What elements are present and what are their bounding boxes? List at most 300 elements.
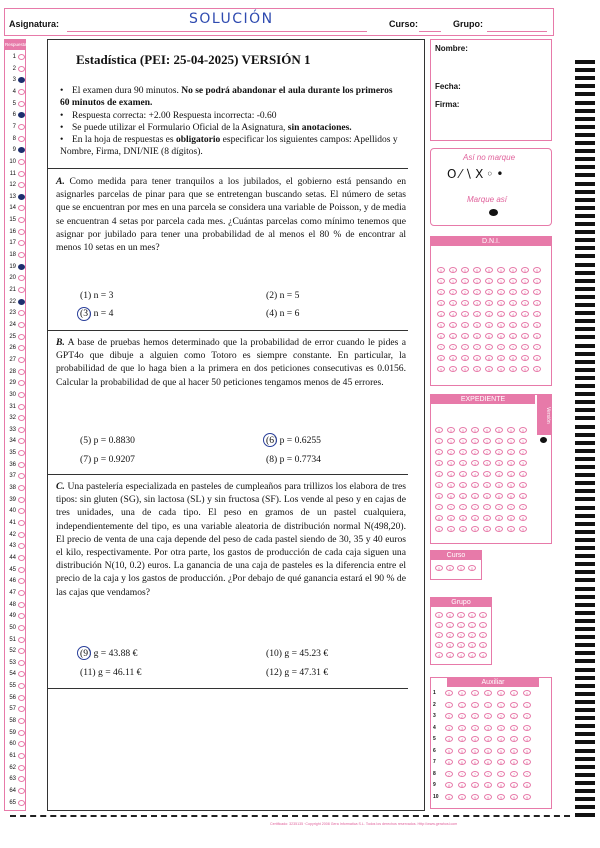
grid-bubble[interactable]: 9 — [521, 366, 529, 372]
grid-bubble[interactable]: 4 — [519, 471, 527, 477]
grid-bubble[interactable]: 6 — [449, 333, 457, 339]
grid-bubble[interactable]: 1 — [461, 278, 469, 284]
grid-bubble[interactable]: 4 — [507, 471, 515, 477]
grid-bubble[interactable]: 0 — [446, 565, 454, 571]
option-7[interactable]: (7) p = 0.9207 — [80, 454, 135, 465]
option-5[interactable]: (5) p = 0.8830 — [80, 435, 135, 446]
grid-bubble[interactable]: 4 — [523, 736, 531, 742]
grid-bubble[interactable]: 0 — [471, 690, 479, 696]
grid-bubble[interactable]: 8 — [471, 515, 479, 521]
grid-bubble[interactable]: 4 — [471, 736, 479, 742]
answer-bubble[interactable] — [18, 648, 25, 654]
grid-bubble[interactable]: 2 — [521, 289, 529, 295]
answer-bubble[interactable] — [18, 369, 25, 375]
answer-bubble[interactable] — [18, 625, 25, 631]
answer-bubble[interactable] — [18, 205, 25, 211]
answer-bubble[interactable] — [18, 54, 25, 60]
grid-bubble[interactable]: 1 — [485, 278, 493, 284]
grid-bubble[interactable]: 9 — [437, 366, 445, 372]
grid-bubble[interactable]: 9 — [471, 526, 479, 532]
grid-bubble[interactable]: 6 — [495, 493, 503, 499]
answer-bubble[interactable] — [18, 229, 25, 235]
grid-bubble[interactable]: 3 — [523, 725, 531, 731]
grid-bubble[interactable]: 0 — [521, 267, 529, 273]
answer-bubble[interactable] — [18, 462, 25, 468]
grid-bubble[interactable]: 1 — [495, 438, 503, 444]
grid-bubble[interactable]: 6 — [510, 759, 518, 765]
grid-bubble[interactable]: 3 — [483, 460, 491, 466]
grid-bubble[interactable]: 5 — [495, 482, 503, 488]
answer-bubble[interactable] — [18, 683, 25, 689]
grid-bubble[interactable]: 3 — [533, 300, 541, 306]
grid-bubble[interactable]: 1 — [457, 622, 465, 628]
grid-bubble[interactable]: 1 — [435, 622, 443, 628]
grid-bubble[interactable]: 3 — [521, 300, 529, 306]
grid-bubble[interactable]: 3 — [484, 725, 492, 731]
grid-bubble[interactable]: 9 — [519, 526, 527, 532]
grid-bubble[interactable]: 5 — [510, 748, 518, 754]
answer-bubble[interactable] — [18, 77, 25, 83]
grid-bubble[interactable]: 4 — [435, 471, 443, 477]
grid-bubble[interactable]: 9 — [459, 526, 467, 532]
grid-bubble[interactable]: 9 — [497, 366, 505, 372]
grid-bubble[interactable]: 2 — [435, 632, 443, 638]
grid-bubble[interactable]: 8 — [449, 355, 457, 361]
grid-bubble[interactable]: 2 — [533, 289, 541, 295]
grid-bubble[interactable]: 0 — [468, 565, 476, 571]
grid-bubble[interactable]: 5 — [483, 482, 491, 488]
grid-bubble[interactable]: 1 — [484, 702, 492, 708]
grid-bubble[interactable]: 3 — [473, 300, 481, 306]
grid-bubble[interactable]: 5 — [521, 322, 529, 328]
grid-bubble[interactable]: 0 — [457, 612, 465, 618]
grid-bubble[interactable]: 0 — [507, 427, 515, 433]
grid-bubble[interactable]: 2 — [485, 289, 493, 295]
grid-bubble[interactable]: 9 — [458, 794, 466, 800]
grid-bubble[interactable]: 3 — [507, 460, 515, 466]
grid-bubble[interactable]: 4 — [458, 736, 466, 742]
grid-bubble[interactable]: 0 — [473, 267, 481, 273]
grid-bubble[interactable]: 7 — [497, 771, 505, 777]
grid-bubble[interactable]: 6 — [533, 333, 541, 339]
answer-bubble[interactable] — [18, 392, 25, 398]
grid-bubble[interactable]: 5 — [533, 322, 541, 328]
grid-bubble[interactable]: 3 — [479, 642, 487, 648]
grid-bubble[interactable]: 2 — [484, 713, 492, 719]
grid-bubble[interactable]: 8 — [523, 782, 531, 788]
answer-bubble[interactable] — [18, 427, 25, 433]
grid-bubble[interactable]: 6 — [437, 333, 445, 339]
option-11[interactable]: (11) g = 46.11 € — [80, 667, 142, 678]
grid-bubble[interactable]: 2 — [471, 713, 479, 719]
answer-bubble[interactable] — [18, 613, 25, 619]
grid-bubble[interactable]: 8 — [509, 355, 517, 361]
grid-bubble[interactable]: 5 — [473, 322, 481, 328]
grid-bubble[interactable]: 5 — [459, 482, 467, 488]
grid-bubble[interactable]: 4 — [461, 311, 469, 317]
grid-bubble[interactable]: 9 — [447, 526, 455, 532]
grid-bubble[interactable]: 5 — [523, 748, 531, 754]
grid-bubble[interactable]: 9 — [523, 794, 531, 800]
answer-bubble[interactable] — [18, 380, 25, 386]
answer-bubble[interactable] — [18, 555, 25, 561]
grid-bubble[interactable]: 6 — [471, 493, 479, 499]
grid-bubble[interactable]: 8 — [495, 515, 503, 521]
grid-bubble[interactable]: 9 — [495, 526, 503, 532]
answer-bubble[interactable] — [18, 171, 25, 177]
grid-bubble[interactable]: 6 — [523, 759, 531, 765]
grid-bubble[interactable]: 5 — [507, 482, 515, 488]
option-9[interactable]: (9) g = 43.88 € — [80, 648, 138, 659]
answer-bubble[interactable] — [18, 730, 25, 736]
grid-bubble[interactable]: 8 — [445, 782, 453, 788]
grid-bubble[interactable]: 1 — [435, 438, 443, 444]
answer-bubble[interactable] — [18, 508, 25, 514]
grid-bubble[interactable]: 0 — [479, 612, 487, 618]
grid-bubble[interactable]: 0 — [497, 690, 505, 696]
answer-bubble[interactable] — [18, 800, 25, 806]
grid-bubble[interactable]: 0 — [495, 427, 503, 433]
grid-bubble[interactable]: 5 — [461, 322, 469, 328]
grid-bubble[interactable]: 5 — [519, 482, 527, 488]
grid-bubble[interactable]: 1 — [510, 702, 518, 708]
grid-bubble[interactable]: 7 — [449, 344, 457, 350]
grid-bubble[interactable]: 1 — [497, 702, 505, 708]
answer-bubble[interactable] — [18, 415, 25, 421]
grid-bubble[interactable]: 4 — [445, 736, 453, 742]
grid-bubble[interactable]: 2 — [435, 449, 443, 455]
grid-bubble[interactable]: 3 — [497, 300, 505, 306]
grid-bubble[interactable]: 7 — [507, 504, 515, 510]
grid-bubble[interactable]: 5 — [509, 322, 517, 328]
answer-bubble[interactable] — [18, 497, 25, 503]
grid-bubble[interactable]: 3 — [435, 460, 443, 466]
grid-bubble[interactable]: 5 — [484, 748, 492, 754]
grid-bubble[interactable]: 2 — [509, 289, 517, 295]
answer-bubble[interactable] — [18, 240, 25, 246]
grid-bubble[interactable]: 7 — [459, 504, 467, 510]
grid-bubble[interactable]: 1 — [483, 438, 491, 444]
answer-bubble[interactable] — [18, 706, 25, 712]
grid-bubble[interactable]: 1 — [437, 278, 445, 284]
answer-bubble[interactable] — [18, 543, 25, 549]
answer-bubble[interactable] — [18, 334, 25, 340]
answer-bubble[interactable] — [18, 252, 25, 258]
grid-bubble[interactable]: 0 — [445, 690, 453, 696]
grid-bubble[interactable]: 1 — [509, 278, 517, 284]
grid-bubble[interactable]: 6 — [484, 759, 492, 765]
grid-bubble[interactable]: 7 — [509, 344, 517, 350]
grid-bubble[interactable]: 4 — [457, 652, 465, 658]
grid-bubble[interactable]: 1 — [468, 622, 476, 628]
grid-bubble[interactable]: 3 — [457, 642, 465, 648]
grid-bubble[interactable]: 0 — [446, 612, 454, 618]
grid-bubble[interactable]: 5 — [485, 322, 493, 328]
grid-bubble[interactable]: 3 — [449, 300, 457, 306]
grid-bubble[interactable]: 1 — [497, 278, 505, 284]
grid-bubble[interactable]: 0 — [484, 690, 492, 696]
grid-bubble[interactable]: 0 — [458, 690, 466, 696]
grid-bubble[interactable]: 4 — [484, 736, 492, 742]
grid-bubble[interactable]: 9 — [449, 366, 457, 372]
grid-bubble[interactable]: 7 — [533, 344, 541, 350]
answer-bubble[interactable] — [18, 101, 25, 107]
grid-bubble[interactable]: 7 — [510, 771, 518, 777]
answer-bubble[interactable] — [18, 357, 25, 363]
grid-bubble[interactable]: 7 — [521, 344, 529, 350]
answer-bubble[interactable] — [18, 345, 25, 351]
grid-bubble[interactable]: 6 — [459, 493, 467, 499]
grid-bubble[interactable]: 6 — [521, 333, 529, 339]
grid-bubble[interactable]: 6 — [435, 493, 443, 499]
grid-bubble[interactable]: 2 — [446, 632, 454, 638]
grid-bubble[interactable]: 9 — [461, 366, 469, 372]
grid-bubble[interactable]: 8 — [519, 515, 527, 521]
grid-bubble[interactable]: 2 — [471, 449, 479, 455]
grid-bubble[interactable]: 5 — [437, 322, 445, 328]
grid-bubble[interactable]: 8 — [510, 782, 518, 788]
grid-bubble[interactable]: 2 — [510, 713, 518, 719]
answer-bubble[interactable] — [18, 147, 25, 153]
grid-bubble[interactable]: 2 — [447, 449, 455, 455]
grid-bubble[interactable]: 4 — [473, 311, 481, 317]
grid-bubble[interactable]: 6 — [447, 493, 455, 499]
answer-bubble[interactable] — [18, 578, 25, 584]
grid-bubble[interactable]: 0 — [471, 427, 479, 433]
grid-bubble[interactable]: 9 — [507, 526, 515, 532]
grid-bubble[interactable]: 4 — [495, 471, 503, 477]
option-8[interactable]: (8) p = 0.7734 — [266, 454, 321, 465]
answer-bubble[interactable] — [18, 438, 25, 444]
grid-bubble[interactable]: 0 — [435, 565, 443, 571]
grid-bubble[interactable]: 4 — [483, 471, 491, 477]
option-2[interactable]: (2) n = 5 — [266, 290, 300, 301]
grid-bubble[interactable]: 6 — [497, 333, 505, 339]
grid-bubble[interactable]: 2 — [523, 713, 531, 719]
grid-bubble[interactable]: 0 — [510, 690, 518, 696]
grid-bubble[interactable]: 4 — [449, 311, 457, 317]
grid-bubble[interactable]: 3 — [471, 460, 479, 466]
grid-bubble[interactable]: 3 — [461, 300, 469, 306]
grid-bubble[interactable]: 2 — [497, 713, 505, 719]
grid-bubble[interactable]: 2 — [479, 632, 487, 638]
grid-bubble[interactable]: 7 — [483, 504, 491, 510]
answer-bubble[interactable] — [18, 660, 25, 666]
answer-bubble[interactable] — [18, 450, 25, 456]
grid-bubble[interactable]: 5 — [497, 748, 505, 754]
grid-bubble[interactable]: 7 — [473, 344, 481, 350]
grid-bubble[interactable]: 4 — [533, 311, 541, 317]
answer-bubble[interactable] — [18, 299, 25, 305]
grid-bubble[interactable]: 3 — [495, 460, 503, 466]
grid-bubble[interactable]: 4 — [468, 652, 476, 658]
grid-bubble[interactable]: 6 — [519, 493, 527, 499]
answer-bubble[interactable] — [18, 567, 25, 573]
grid-bubble[interactable]: 4 — [446, 652, 454, 658]
answer-bubble[interactable] — [18, 765, 25, 771]
grid-bubble[interactable]: 1 — [519, 438, 527, 444]
grid-bubble[interactable]: 8 — [497, 782, 505, 788]
grid-bubble[interactable]: 7 — [495, 504, 503, 510]
grid-bubble[interactable]: 2 — [519, 449, 527, 455]
grid-bubble[interactable]: 6 — [485, 333, 493, 339]
answer-bubble[interactable] — [18, 322, 25, 328]
grid-bubble[interactable]: 1 — [533, 278, 541, 284]
answer-bubble[interactable] — [18, 136, 25, 142]
grid-bubble[interactable]: 0 — [523, 690, 531, 696]
answer-bubble[interactable] — [18, 404, 25, 410]
grid-bubble[interactable]: 9 — [445, 794, 453, 800]
grid-bubble[interactable]: 0 — [435, 612, 443, 618]
grid-bubble[interactable]: 4 — [510, 736, 518, 742]
grid-bubble[interactable]: 9 — [485, 366, 493, 372]
grid-bubble[interactable]: 1 — [449, 278, 457, 284]
grid-bubble[interactable]: 4 — [479, 652, 487, 658]
grid-bubble[interactable]: 8 — [435, 515, 443, 521]
grid-bubble[interactable]: 5 — [471, 748, 479, 754]
answer-bubble[interactable] — [18, 124, 25, 130]
grid-bubble[interactable]: 1 — [458, 702, 466, 708]
grid-bubble[interactable]: 9 — [471, 794, 479, 800]
grid-bubble[interactable]: 4 — [435, 652, 443, 658]
grid-bubble[interactable]: 7 — [445, 771, 453, 777]
grid-bubble[interactable]: 3 — [497, 725, 505, 731]
grid-bubble[interactable]: 1 — [445, 702, 453, 708]
option-4[interactable]: (4) n = 6 — [266, 308, 300, 319]
grid-bubble[interactable]: 3 — [510, 725, 518, 731]
grid-bubble[interactable]: 3 — [458, 725, 466, 731]
grid-bubble[interactable]: 8 — [533, 355, 541, 361]
grid-bubble[interactable]: 5 — [458, 748, 466, 754]
grid-bubble[interactable]: 6 — [483, 493, 491, 499]
option-12[interactable]: (12) g = 47.31 € — [266, 667, 329, 678]
grid-bubble[interactable]: 5 — [445, 748, 453, 754]
answer-bubble[interactable] — [18, 637, 25, 643]
grid-bubble[interactable]: 7 — [437, 344, 445, 350]
grid-bubble[interactable]: 3 — [437, 300, 445, 306]
answer-bubble[interactable] — [18, 287, 25, 293]
grid-bubble[interactable]: 3 — [447, 460, 455, 466]
answer-bubble[interactable] — [18, 718, 25, 724]
grid-bubble[interactable]: 3 — [471, 725, 479, 731]
answer-bubble[interactable] — [18, 695, 25, 701]
grid-bubble[interactable]: 2 — [445, 713, 453, 719]
grid-bubble[interactable]: 8 — [437, 355, 445, 361]
grid-bubble[interactable]: 1 — [521, 278, 529, 284]
grid-bubble[interactable]: 7 — [497, 344, 505, 350]
answer-bubble[interactable] — [18, 753, 25, 759]
grid-bubble[interactable]: 8 — [459, 515, 467, 521]
grid-bubble[interactable]: 3 — [459, 460, 467, 466]
grid-bubble[interactable]: 0 — [437, 267, 445, 273]
grid-bubble[interactable]: 4 — [471, 471, 479, 477]
grid-bubble[interactable]: 2 — [468, 632, 476, 638]
grid-bubble[interactable]: 8 — [458, 782, 466, 788]
answer-bubble[interactable] — [18, 590, 25, 596]
grid-bubble[interactable]: 5 — [497, 322, 505, 328]
grid-bubble[interactable]: 7 — [461, 344, 469, 350]
grid-bubble[interactable]: 4 — [485, 311, 493, 317]
grid-bubble[interactable]: 7 — [458, 771, 466, 777]
grid-bubble[interactable]: 9 — [533, 366, 541, 372]
option-3[interactable]: (3) n = 4 — [80, 308, 114, 319]
answer-bubble[interactable] — [18, 532, 25, 538]
grid-bubble[interactable]: 9 — [509, 366, 517, 372]
grid-bubble[interactable]: 1 — [479, 622, 487, 628]
answer-bubble[interactable] — [18, 264, 25, 270]
grid-bubble[interactable]: 6 — [471, 759, 479, 765]
grid-bubble[interactable]: 6 — [509, 333, 517, 339]
answer-bubble[interactable] — [18, 275, 25, 281]
grid-bubble[interactable]: 2 — [457, 632, 465, 638]
grid-bubble[interactable]: 8 — [473, 355, 481, 361]
grid-bubble[interactable]: 7 — [519, 504, 527, 510]
grid-bubble[interactable]: 6 — [445, 759, 453, 765]
grid-bubble[interactable]: 6 — [461, 333, 469, 339]
grid-bubble[interactable]: 2 — [449, 289, 457, 295]
option-6[interactable]: (6) p = 0.6255 — [266, 435, 321, 446]
grid-bubble[interactable]: 3 — [509, 300, 517, 306]
grid-bubble[interactable]: 8 — [497, 355, 505, 361]
grid-bubble[interactable]: 5 — [449, 322, 457, 328]
grid-bubble[interactable]: 4 — [459, 471, 467, 477]
answer-bubble[interactable] — [18, 776, 25, 782]
grid-bubble[interactable]: 0 — [497, 267, 505, 273]
answer-bubble[interactable] — [18, 310, 25, 316]
answer-bubble[interactable] — [18, 741, 25, 747]
grid-bubble[interactable]: 7 — [523, 771, 531, 777]
grid-bubble[interactable]: 1 — [523, 702, 531, 708]
grid-bubble[interactable]: 0 — [468, 612, 476, 618]
grid-bubble[interactable]: 0 — [533, 267, 541, 273]
grid-bubble[interactable]: 6 — [458, 759, 466, 765]
grid-bubble[interactable]: 9 — [497, 794, 505, 800]
grid-bubble[interactable]: 0 — [461, 267, 469, 273]
answer-bubble[interactable] — [18, 112, 25, 118]
grid-bubble[interactable]: 8 — [507, 515, 515, 521]
grid-bubble[interactable]: 1 — [471, 702, 479, 708]
grid-bubble[interactable]: 7 — [435, 504, 443, 510]
grid-bubble[interactable]: 1 — [447, 438, 455, 444]
grid-bubble[interactable]: 2 — [473, 289, 481, 295]
grid-bubble[interactable]: 9 — [435, 526, 443, 532]
grid-bubble[interactable]: 9 — [510, 794, 518, 800]
answer-bubble[interactable] — [18, 159, 25, 165]
option-10[interactable]: (10) g = 45.23 € — [266, 648, 329, 659]
answer-bubble[interactable] — [18, 602, 25, 608]
grid-bubble[interactable]: 3 — [445, 725, 453, 731]
grid-bubble[interactable]: 0 — [509, 267, 517, 273]
answer-bubble[interactable] — [18, 217, 25, 223]
grid-bubble[interactable]: 2 — [437, 289, 445, 295]
grid-bubble[interactable]: 1 — [471, 438, 479, 444]
grid-bubble[interactable]: 7 — [471, 504, 479, 510]
grid-bubble[interactable]: 7 — [447, 504, 455, 510]
grid-bubble[interactable]: 9 — [484, 794, 492, 800]
grid-bubble[interactable]: 0 — [459, 427, 467, 433]
grid-bubble[interactable]: 7 — [484, 771, 492, 777]
grid-bubble[interactable]: 8 — [461, 355, 469, 361]
grid-bubble[interactable]: 2 — [458, 713, 466, 719]
grid-bubble[interactable]: 5 — [447, 482, 455, 488]
grid-bubble[interactable]: 4 — [437, 311, 445, 317]
grid-bubble[interactable]: 0 — [447, 427, 455, 433]
answer-bubble[interactable] — [18, 520, 25, 526]
grid-bubble[interactable]: 3 — [435, 642, 443, 648]
answer-bubble[interactable] — [18, 473, 25, 479]
grid-bubble[interactable]: 3 — [468, 642, 476, 648]
grid-bubble[interactable]: 1 — [446, 622, 454, 628]
